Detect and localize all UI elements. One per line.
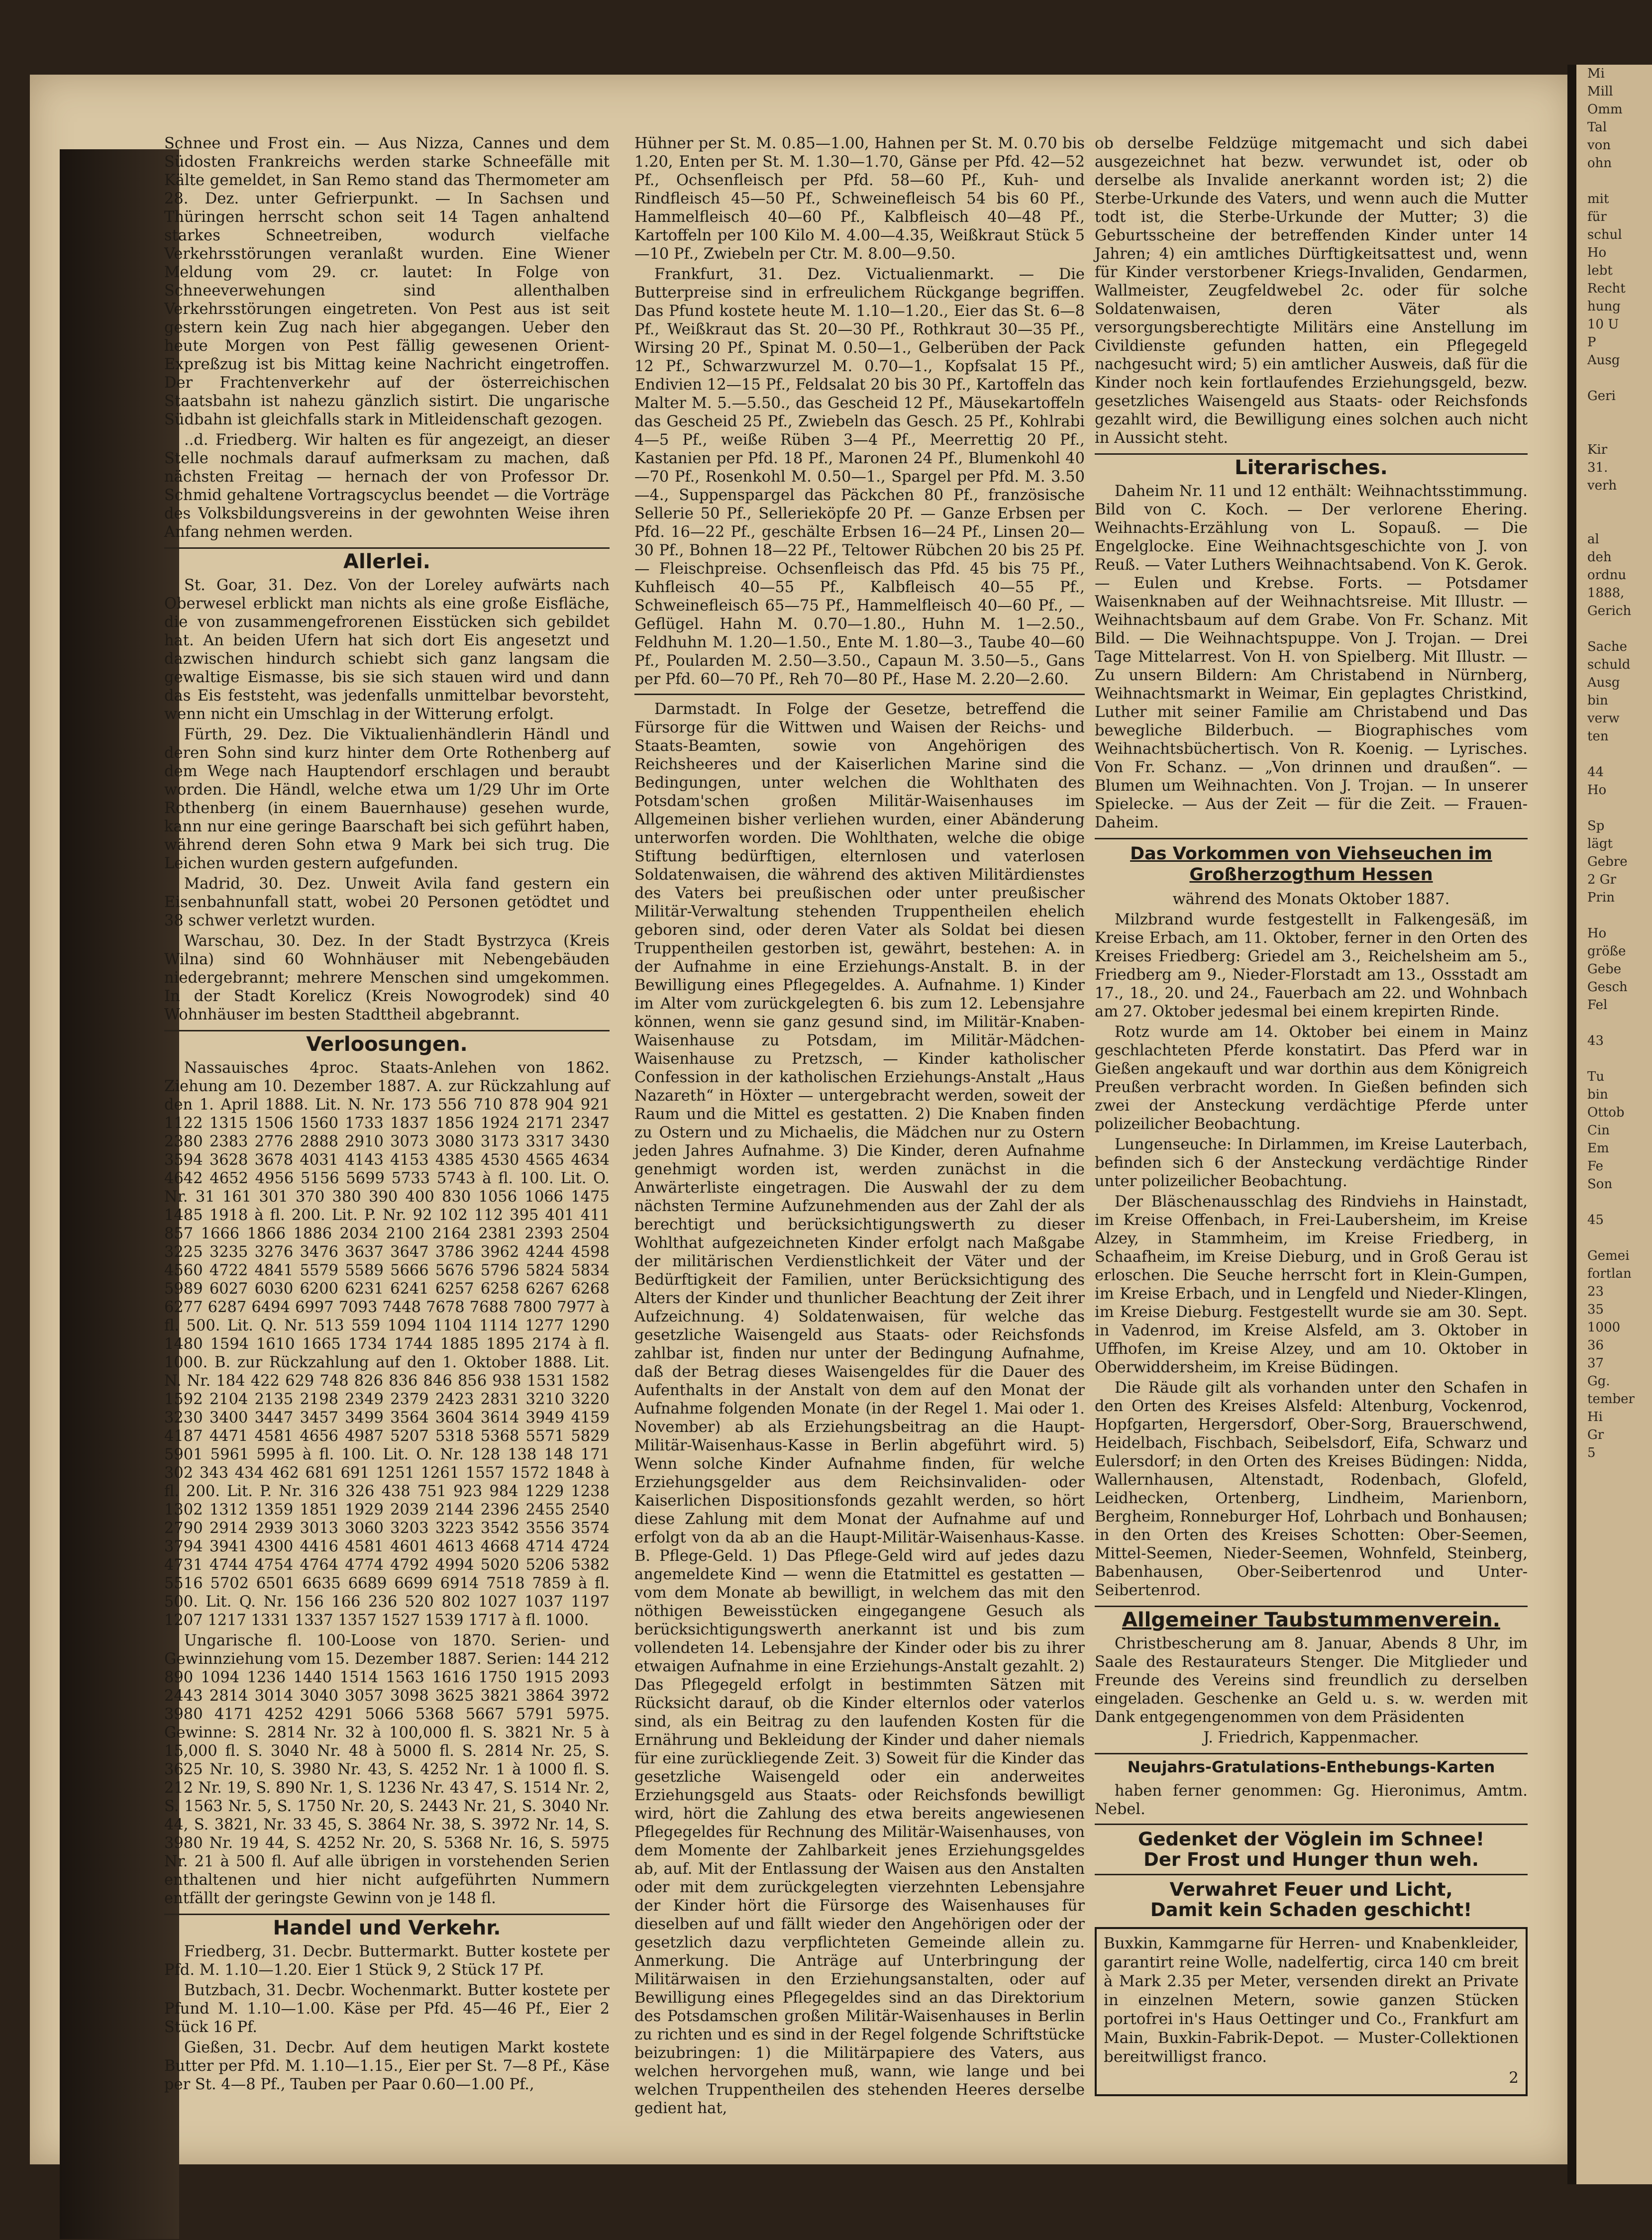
strip-fragment: Tu bbox=[1587, 1069, 1605, 1084]
strip-fragment: Sp bbox=[1587, 818, 1605, 833]
paragraph: ..d. Friedberg. Wir halten es für angezeigt, an dieser Stelle nochmals darauf aufmerksam zu machen, daß nächsten Freitag — hernach der von Professor Dr. Schmid gehaltene Vortragscyclus beendet — die Vorträge des Volksbildungsvereins in der gewohnten Weise ihren Anfang nehmen werden. bbox=[164, 431, 610, 541]
section-heading: Das Vorkommen von Viehseuchen im Großherzogthum Hessen bbox=[1095, 838, 1528, 885]
strip-fragment: 23 bbox=[1587, 1284, 1604, 1299]
paragraph: Schnee und Frost ein. — Aus Nizza, Cannes und dem Südosten Frankreichs werden starke Schneefälle mit Kälte gemeldet, in San Remo stand das Thermometer am 28. Dez. unter Gefrierpunkt. — In Sachsen und Thüringen herrscht schon seit 14 Tagen anhaltend starkes Schneetreiben, wodurch vielfache Verkehrsstörungen veranlaßt wurden. Eine Wiener Meldung vom 29. cr. lautet: In Folge von Schneeverwehungen sind allenthalben Verkehrsstörungen eingetreten. Von Pest aus ist seit gestern kein Zug nach hier abgegangen. Ueber den heute Morgen von Pest fällig gewesenen Orient-Expreßzug ist bis Mittag keine Nachricht eingetroffen. Der Frachtenverkehr auf der österreichischen Staatsbahn ist nahezu gänzlich sistirt. Die ungarische Südbahn ist gleichfalls stark in Mitleidenschaft gezogen. bbox=[164, 135, 610, 428]
strip-fragment: bin bbox=[1587, 693, 1608, 708]
binding-edge bbox=[60, 149, 179, 2239]
strip-fragment bbox=[1576, 799, 1652, 817]
strip-fragment: Gebre bbox=[1587, 854, 1628, 869]
subheading: während des Monats Oktober 1887. bbox=[1172, 891, 1450, 908]
paragraph: Milzbrand wurde festgestellt in Falkengesäß, im Kreise Erbach, am 11. Oktober, ferner in den Orten des Kreises Friedberg: Griedel am 3., Reichelsheim am 5., Friedberg am 9., Nieder-Florstadt am 13., Ossstadt am 17., 18., 20. und 24., Fauerbach am 22. und Wohnbach am 27. Oktober jedesmal bei einem krepirten Rinde. bbox=[1095, 911, 1528, 1020]
divider bbox=[634, 694, 1085, 695]
paragraph: Fürth, 29. Dez. Die Viktualienhändlerin Händl und deren Sohn sind kurz hinter dem Orte Rothenberg auf dem Wege nach Hauptendorf erschlagen und beraubt worden. Die Händl, welche etwa um 1/29 Uhr im Orte Rothenberg (in einem Bauernhause) gesehen wurde, kann nur eine geringe Baarschaft bei sich geführt haben, während deren Sohn etwa 9 Mark bei sich trug. Die Leichen wurden gestern aufgefunden. bbox=[164, 726, 610, 872]
notice-line: Verwahret Feuer und Licht, bbox=[1169, 1879, 1453, 1900]
strip-fragment: Ausg bbox=[1587, 353, 1620, 368]
strip-fragment bbox=[1576, 1014, 1652, 1032]
advertisement-text: Buxkin, Kammgarne für Herren- und Knabenkleider, garantirt reine Wolle, nadelfertig, circa 140 cm breit à Mark 2.35 per Meter, versenden direkt an Private in einzelnen Metern, sowie ganzen Stücken portofrei in's Haus Oettinger und Co., Frankfurt am Main, Buxkin-Fabrik-Depot. — Muster-Collektionen bereitwilligst franco. bbox=[1104, 1935, 1519, 2066]
paragraph: Lungenseuche: In Dirlammen, im Kreise Lauterbach, befinden sich 6 der Ansteckung verdächtige Rinder unter polizeilicher Beobachtung. bbox=[1095, 1136, 1528, 1190]
strip-fragment: Omm bbox=[1587, 102, 1623, 117]
strip-fragment: 37 bbox=[1587, 1356, 1604, 1371]
notice-line: Der Frost und Hunger thun weh. bbox=[1143, 1849, 1479, 1870]
strip-fragment: Mill bbox=[1587, 84, 1613, 99]
paragraph: Christbescherung am 8. Januar, Abends 8 Uhr, im Saale des Restaurateurs Stenger. Die Mitglieder und Freunde des Vereins sind freundlich zu derselben eingeladen. Geschenke an Geld u. s. w. werden mit Dank entgegengenommen von dem Präsidenten bbox=[1095, 1635, 1528, 1726]
strip-fragment: tember bbox=[1587, 1392, 1635, 1407]
strip-fragment: Ausg bbox=[1587, 675, 1620, 690]
strip-fragment bbox=[1576, 1050, 1652, 1068]
section-heading: Allgemeiner Taubstummenverein. bbox=[1095, 1606, 1528, 1629]
strip-fragment: ten bbox=[1587, 729, 1609, 744]
section-heading: Literarisches. bbox=[1095, 453, 1528, 477]
strip-fragment: al bbox=[1587, 532, 1599, 547]
strip-fragment bbox=[1576, 495, 1652, 512]
strip-fragment bbox=[1576, 907, 1652, 924]
strip-fragment: von bbox=[1587, 138, 1611, 153]
strip-fragment: Tal bbox=[1587, 120, 1607, 135]
paragraph: Darmstadt. In Folge der Gesetze, betreffend die Fürsorge für die Wittwen und Waisen der Reichs- und Staats-Beamten, sowie von Angehörigen des Reichsheeres und der Kaiserlichen Marine sind die Bedingungen, unter welchen die Wohlthaten des Potsdam'schen großen Militär-Waisenhauses im Allgemeinen bisher verliehen wurden, einer Abänderung unterworfen worden. Die Wohlthaten, welche die obige Stiftung bedürftigen, elternlosen und vaterlosen Soldatenwaisen, die während des aktiven Militärdienstes des Vaters bei preußischen oder unter preußischer Militär-Verwaltung stehenden Truppentheilen ehelich geboren sind, oder deren Vater als Soldat bei diesen Truppentheilen gestorben ist, gewährt, bestehen: A. in der Aufnahme in eine Erziehungs-Anstalt. B. in der Bewilligung eines Pflegegeldes. A. Aufnahme. 1) Kinder im Alter vom zurückgelegten 6. bis zum 12. Lebensjahre können, wenn sie ganz gesund sind, im Militär-Knaben-Waisenhause zu Potsdam, im Militär-Mädchen-Waisenhause zu Pretzsch, — Kinder katholischer Confession in der katholischen Erziehungs-Anstalt „Haus Nazareth“ in Höxter — untergebracht werden, soweit der Raum und die Mittel es gestatten. 2) Die Knaben finden zu Ostern und zu Michaelis, die Mädchen nur zu Ostern jeden Jahres Aufnahme. 3) Die Kinder, deren Aufnahme genehmigt worden ist, werden zunächst in die Anwärterliste eingetragen. Die Auswahl der zu dem nächsten Termine Aufzunehmenden aus der Zahl der als berechtigt und berücksichtigungswerth zu dieser Wohlthat aufgezeichneten Kinder erfolgt nach Maßgabe der militärischen Verdienstlichkeit der Väter und der Bedürftigkeit der Familien, unter Berücksichtigung des Alters der Kinder und thunlicher Beachtung der Zeit ihrer Aufzeichnung. 4) Soldatenwaisen, für welche das gesetzliche Waisengeld aus Staats- oder Reichsfonds zahlbar ist, finden nur unter der Bedingung Aufnahme, daß der Betrag dieses Waisengeldes für die Dauer des Aufenthalts in der Anstalt von dem auf den Monat der Aufnahme folgenden Monate (in der Regel 1. Mai oder 1. November) ab als Erziehungsbeitrag an die Haupt-Militär-Waisenhaus-Kasse in Berlin abgeführt wird. 5) Wenn solche Kinder Aufnahme finden, für welche Erziehungsgelder aus dem Reichsinvaliden- oder Kaiserlichen Dispositionsfonds gezahlt werden, so hört diese Zahlung mit dem Monat der Aufnahme auf und erfolgt von da ab an die Haupt-Militär-Waisenhaus-Kasse. B. Pflege-Geld. 1) Das Pflege-Geld wird auf jedes dazu angemeldete Kind — wenn die Etatmittel es gestatten — vom dem Monate ab bewilligt, in welchem das mit den nöthigen Beweisstücken eingegangene Gesuch als berücksichtigungswerth anerkannt ist und bis zum vollendeten 14. Lebensjahre der Kinder oder bis zu ihrer etwaigen Aufnahme in eine Erziehungs-Anstalt gezahlt. 2) Das Pflegegeld erfolgt in bestimmten Sätzen mit Rücksicht darauf, ob die Kinder elternlos oder vaterlos sind, als ein Beitrag zu den laufenden Kosten für die Ernährung und Bekleidung der Kinder und daher niemals für eine zurückliegende Zeit. 3) Soweit für die Kinder das gesetzliche Waisengeld oder ein anderweites Erziehungsgeld aus Staats- oder Reichsfonds bewilligt wird, hört die Zahlung des etwa bereits angewiesenen Pflegegeldes für Rechnung des Militär-Waisenhauses, von dem Momente der Zahlbarkeit jenes Erziehungsgeldes ab, auf. Mit der Entlassung der Waisen aus den Anstalten oder mit dem zurückgelegten vierzehnten Lebensjahre der Kinder hört die Fürsorge des Waisenhauses für dieselben auf und fällt wieder den Angehörigen oder der gesetzlich dazu verpflichteten Gemeinde allein zu. Anmerkung. Die Anträge auf Unterbringung der Militärwaisen in den Erziehungsanstalten, oder auf Bewilligung eines Pflegegeldes sind an das Direktorium des Potsdamschen großen Militär-Waisenhauses in Berlin zu richten und es sind in der Regel folgende Schriftstücke beizubringen: 1) die Militärpapiere des Vaters, aus welchen hervorgehen muß, wann, wie lange und bei welchen Truppentheilen des stehenden Heeres derselbe gedient hat, bbox=[634, 701, 1085, 2117]
paragraph: Friedberg, 31. Decbr. Buttermarkt. Butter kostete per Pfd. M. 1.10—1.20. Eier 1 Stück 9, 2 Stück 17 Pf. bbox=[164, 1943, 610, 1979]
strip-fragment bbox=[1576, 745, 1652, 763]
notice-line: Gedenket der Vöglein im Schnee! bbox=[1137, 1829, 1484, 1850]
strip-fragment bbox=[1576, 423, 1652, 441]
strip-fragment: 45 bbox=[1587, 1213, 1604, 1227]
strip-fragment: Prin bbox=[1587, 890, 1615, 905]
divider bbox=[1095, 1874, 1528, 1875]
paragraph: ob derselbe Feldzüge mitgemacht und sich dabei ausgezeichnet hat bezw. verwundet ist, oder ob derselbe als Invalide anerkannt worden ist; 2) die Sterbe-Urkunde des Vaters, und wenn auch die Mutter todt ist, die Sterbe-Urkunde der Mutter; 3) die Geburtsscheine der betreffenden Kinder unter 14 Jahren; 4) ein amtliches Dürftigkeitsattest und, wenn für Kinder verstorbener Kriegs-Invaliden, Gendarmen, Wallmeister, Zeugfeldwebel 2c. oder für solche Soldatenwaisen, deren Väter als versorgungsberechtigte Militärs eine Anstellung im Civildienste gefunden hatten, ein Pflegegeld nachgesucht wird; 5) ein amtlicher Ausweis, daß für die Kinder noch kein fortlaufendes Erziehungsgeld, bezw. gesetzliches Waisengeld aus Staats- oder Reichsfonds gezahlt wird, die Bewilligung eines solchen auch nicht in Aussicht steht. bbox=[1095, 135, 1528, 447]
strip-fragment: 36 bbox=[1587, 1338, 1604, 1353]
paragraph: Rotz wurde am 14. Oktober bei einem in Mainz geschlachteten Pferde konstatirt. Das Pferd war in Gießen angekauft und war dorthin aus dem Königreich Preußen verbracht worden. In Gießen befinden sich zwei der Ansteckung verdächtige Pferde unter polizeilicher Beobachtung. bbox=[1095, 1023, 1528, 1133]
strip-fragment: 1000 bbox=[1587, 1320, 1621, 1335]
strip-fragment: Ho bbox=[1587, 926, 1607, 941]
strip-fragment: Gebe bbox=[1587, 962, 1622, 977]
strip-fragment: 5 bbox=[1587, 1445, 1596, 1460]
strip-fragment: 2 Gr bbox=[1587, 872, 1617, 887]
strip-fragment: Son bbox=[1587, 1177, 1613, 1192]
paragraph: Gießen, 31. Decbr. Auf dem heutigen Markt kostete Butter per Pfd. M. 1.10—1.15., Eier per St. 7—8 Pf., Käse per St. 4—8 Pf., Tauben per Paar 0.60—1.00 Pf., bbox=[164, 2039, 610, 2093]
strip-fragment: Geri bbox=[1587, 389, 1616, 404]
strip-fragment: P bbox=[1587, 335, 1596, 350]
section-heading: Allerlei. bbox=[164, 547, 610, 571]
paragraph: haben ferner genommen: Gg. Hieronimus, Amtm. Nebel. bbox=[1095, 1782, 1528, 1818]
strip-fragment: Hi bbox=[1587, 1410, 1603, 1425]
notice-line: Damit kein Schaden geschicht! bbox=[1150, 1899, 1472, 1921]
strip-fragment: ohn bbox=[1587, 156, 1612, 171]
strip-fragment: fortlan bbox=[1587, 1266, 1632, 1281]
section-heading: Neujahrs-Gratulations-Enthebungs-Karten bbox=[1095, 1753, 1528, 1777]
strip-fragment: Kir bbox=[1587, 442, 1608, 457]
section-heading: Verloosungen. bbox=[164, 1030, 610, 1054]
strip-fragment: Em bbox=[1587, 1141, 1609, 1156]
paragraph: Hühner per St. M. 0.85—1.00, Hahnen per St. M. 0.70 bis 1.20, Enten per St. M. 1.30—1.70, Gänse per Pfd. 42—52 Pf., Ochsenfleisch per Pfd. 58—60 Pf., Kuh- und Rindfleisch 45—50 Pf., Schweinefleisch 54 bis 60 Pf., Hammelfleisch 40—60 Pf., Kalbfleisch 40—48 Pf., Kartoffeln per 100 Kilo M. 4.00—4.35, Weißkraut Stück 5—10 Pf., Zwiebeln per Ctr. M. 8.00—9.50. bbox=[634, 135, 1085, 263]
paragraph: Madrid, 30. Dez. Unweit Avila fand gestern ein Eisenbahnunfall statt, wobei 20 Personen getödtet und 38 schwer verletzt wurden. bbox=[164, 875, 610, 929]
strip-fragment: 44 bbox=[1587, 765, 1604, 780]
strip-fragment: Gr bbox=[1587, 1427, 1604, 1442]
strip-fragment: lägt bbox=[1587, 836, 1613, 851]
strip-fragment: Gemei bbox=[1587, 1248, 1630, 1263]
strip-fragment: 35 bbox=[1587, 1302, 1604, 1317]
strip-fragment bbox=[1576, 512, 1652, 530]
strip-fragment: Ho bbox=[1587, 245, 1607, 260]
strip-fragment: verh bbox=[1587, 478, 1617, 493]
strip-fragment: Fel bbox=[1587, 998, 1608, 1013]
strip-fragment: ordnu bbox=[1587, 568, 1627, 583]
strip-fragment: schuld bbox=[1587, 657, 1631, 672]
strip-fragment: hung bbox=[1587, 299, 1621, 314]
strip-fragment: Ottob bbox=[1587, 1105, 1625, 1120]
strip-fragment: Ho bbox=[1587, 783, 1607, 798]
section-heading: Handel und Verkehr. bbox=[164, 1914, 610, 1937]
paragraph: Die Räude gilt als vorhanden unter den Schafen in den Orten des Kreises Alsfeld: Altenburg, Vockenrod, Hopfgarten, Hergersdorf, Ober-Sorg, Brauerschwend, Heidelbach, Fischbach, Seibelsdorf, Eifa, Schwarz und Eulersdorf; in den Orten des Kreises Büdingen: Nidda, Wallernhausen, Altenstadt, Rodenbach, Glofeld, Leidhecken, Ortenberg, Lindheim, Marienborn, Bergheim, Ronneburger Hof, Lohrbach und Bonhausen; in den Orten des Kreises Schotten: Ober-Seemen, Mittel-Seemen, Nieder-Seemen, Wohnfeld, Steinberg, Babenhausen, Ober-Seibertenrod und Unter-Seibertenrod. bbox=[1095, 1379, 1528, 1599]
strip-fragment: Recht bbox=[1587, 281, 1626, 296]
paragraph: Butzbach, 31. Decbr. Wochenmarkt. Butter kostete per Pfund M. 1.10—1.00. Käse per Pfd. 45—46 Pf., Eier 2 Stück 16 Pf. bbox=[164, 1982, 610, 2036]
strip-fragment bbox=[1576, 405, 1652, 423]
strip-fragment: mit bbox=[1587, 192, 1609, 206]
advertisement-box bbox=[1095, 1927, 1528, 2096]
strip-fragment bbox=[1576, 620, 1652, 638]
paragraph: Daheim Nr. 11 und 12 enthält: Weihnachtsstimmung. Bild von C. Koch. — Der verlorene Ehering. Weihnachts-Erzählung von L. Sopauß. — Die Engelglocke. Eine Weihnachtsgeschichte von J. von Reuß. — Vater Luthers Weihnachtsabend. Von K. Gerok. — Eulen und Krebse. Forts. — Potsdamer Waisenknaben auf der Weihnachtsreise. Mit Illustr. — Weihnachtsbaum auf dem Grabe. Von Fr. Schanz. Mit Bild. — Die Weihnachtspuppe. Von J. Trojan. — Drei Tage Mittelarrest. Von H. von Spielberg. Mit Illustr. — Zu unsern Bildern: Am Christabend in Nürnberg, Weihnachtsmarkt in Weimar, Ein geplagtes Christkind, Luther mit seiner Familie am Christabend und Das bewegliche Bilderbuch. — Biographisches vom Weihnachtsbüchertisch. Von R. Koenig. — Lyrisches. Von Fr. Schanz. — „Von drinnen und draußen“. — Blumen um Weihnachten. Von J. Trojan. — In unserer Spielecke. — Aus der Zeit — für die Zeit. — Frauen-Daheim. bbox=[1095, 483, 1528, 831]
strip-fragment: Fe bbox=[1587, 1159, 1604, 1174]
strip-fragment: 1888, bbox=[1587, 586, 1625, 601]
signature: J. Friedrich, Kappenmacher. bbox=[1203, 1729, 1419, 1746]
strip-fragment bbox=[1576, 369, 1652, 387]
strip-fragment: deh bbox=[1587, 550, 1612, 565]
paragraph: Nassauisches 4proc. Staats-Anlehen von 1862. Ziehung am 10. Dezember 1887. A. zur Rückzahlung auf den 1. April 1888. Lit. N. Nr. 173 556 710 878 904 921 1122 1315 1506 1560 1733 1837 1856 1924 2171 2347 2380 2383 2776 2888 2910 3073 3080 3173 3317 3430 3594 3628 3678 4031 4143 4153 4385 4530 4565 4634 4642 4652 4956 5156 5699 5733 5743 à fl. 100. Lit. O. Nr. 31 161 301 370 380 390 400 830 1056 1066 1475 1485 1918 à fl. 200. Lit. P. Nr. 92 102 112 395 401 411 857 1666 1866 1886 2034 2100 2164 2381 2393 2504 3225 3235 3276 3476 3637 3647 3786 3962 4244 4598 4560 4722 4841 5579 5589 5666 5676 5796 5824 5834 5989 6027 6030 6200 6231 6241 6257 6258 6267 6268 6277 6287 6494 6997 7093 7448 7678 7688 7800 7977 à fl. 500. Lit. Q. Nr. 513 559 1094 1104 1114 1277 1290 1480 1594 1610 1665 1734 1744 1885 1895 2174 à fl. 1000. B. zur Rückzahlung auf den 1. Oktober 1888. Lit. N. Nr. 184 422 629 748 826 836 846 856 938 1531 1582 1592 2104 2135 2198 2349 2379 2423 2831 3210 3220 3230 3400 3447 3457 3499 3564 3604 3614 3949 4159 4187 4471 4581 4656 4987 5207 5318 5368 5571 5829 5901 5961 5995 à fl. 100. Lit. O. Nr. 128 138 148 171 302 343 434 462 681 691 1251 1261 1557 1572 1848 à fl. 200. Lit. P. Nr. 316 326 438 751 923 984 1229 1238 1302 1312 1359 1851 1929 2039 2144 2396 2455 2540 2790 2914 2939 3013 3060 3203 3223 3542 3556 3574 3794 3941 4300 4416 4581 4601 4613 4668 4714 4724 4731 4744 4754 4764 4774 4792 4994 5020 5206 5382 5516 5702 6501 6635 6689 6699 6914 7518 7859 à fl. 500. Lit. Q. Nr. 156 166 236 520 802 1027 1037 1197 1207 1217 1331 1337 1357 1527 1539 1717 à fl. 1000. bbox=[164, 1059, 610, 1629]
strip-fragment: größe bbox=[1587, 944, 1626, 959]
strip-fragment: für bbox=[1587, 209, 1607, 224]
strip-fragment: verw bbox=[1587, 711, 1620, 726]
paragraph: Der Bläschenausschlag des Rindviehs in Hainstadt, im Kreise Offenbach, in Frei-Laubersheim, im Kreise Alzey, in Stammheim, im Kreise Friedberg, in Schaafheim, im Kreise Dieburg, und in Groß Gerau ist erloschen. Die Seuche herrscht fort in Klein-Gumpen, im Kreise Erbach, und in Lengfeld und Nieder-Klingen, im Kreise Dieburg. Festgestellt wurde sie am 30. Sept. in Vadenrod, im Kreise Alsfeld, am 3. Oktober in Uffhofen, im Kreise Alzey, und am 10. Oktober in Oberwiddersheim, im Kreise Büdingen. bbox=[1095, 1193, 1528, 1376]
strip-fragment: 10 U bbox=[1587, 317, 1619, 332]
strip-fragment bbox=[1576, 172, 1652, 190]
paragraph: Frankfurt, 31. Dez. Victualienmarkt. — Die Butterpreise sind in erfreulichem Rückgange begriffen. Das Pfund kostete heute M. 1.10—1.20., Eier das St. 6—8 Pf., Weißkraut das St. 20—30 Pf., Rothkraut 30—35 Pf., Wirsing 20 Pf., Spinat M. 0.50—1., Gelberüben der Pack 12 Pf., Schwarzwurzel M. 0.70—1., Kopfsalat 15 Pf., Endivien 12—15 Pf., Feldsalat 20 bis 30 Pf., Kartoffeln das Malter M. 5.—5.50., das Gescheid 12 Pf., Mäusekartoffeln das Gescheid 25 Pf., Zwiebeln das Gesch. 25 Pf., Kohlrabi 4—5 Pf., weiße Rüben 3—4 Pf., Meerrettig 20 Pf., Kastanien per Pfd. 18 Pf., Maronen 24 Pf., Blumenkohl 40—70 Pf., Rosenkohl M. 0.50—1., Spargel per Pfd. M. 3.50—4., Suppenspargel das Päckchen 80 Pf., französische Sellerie 50 Pf., Sellerieköpfe 20 Pf. — Ganze Erbsen per Pfd. 16—22 Pf., geschälte Erbsen 16—24 Pf., Linsen 20—30 Pf., Bohnen 18—22 Pf., Teltower Rübchen 20 bis 25 Pf. — Fleischpreise. Ochsenfleisch das Pfd. 45 bis 75 Pf., Kuhfleisch 40—55 Pf., Kalbfleisch 40—55 Pf., Schweinefleisch 65—75 Pf., Hammelfleisch 40—60 Pf., — Geflügel. Hahn M. 0.70—1.80., Huhn M. 1—2.50., Feldhuhn M. 1.20—1.50., Ente M. 1.80—3., Taube 40—60 Pf., Poularden M. 2.50—3.50., Capaun M. 3.50—5., Gans per Pfd. 60—70 Pf., Reh 70—80 Pf., Hase M. 2.20—2.60. bbox=[634, 266, 1085, 688]
adjacent-page-strip bbox=[1567, 65, 1652, 2184]
strip-fragment: lebt bbox=[1587, 263, 1613, 278]
paragraph: St. Goar, 31. Dez. Von der Loreley aufwärts nach Oberwesel erblickt man nichts als eine große Eisfläche, die von zusammengefrorenen Eisstücken sich gebildet hat. An beiden Ufern hat sich dort Eis angesetzt und dazwischen hindurch schiebt sich ganz langsam die gewaltige Eismasse, bis sie sich stauen wird und dann das Eis feststeht, was jedenfalls unmittelbar bevorsteht, wenn nicht ein Umschlag in der Witterung erfolgt. bbox=[164, 577, 610, 723]
strip-fragment bbox=[1576, 1193, 1652, 1211]
column-1 bbox=[164, 134, 610, 2096]
strip-fragment: Gg. bbox=[1587, 1374, 1610, 1389]
advertisement-number: 2 bbox=[1509, 2069, 1519, 2087]
strip-fragment bbox=[1576, 1229, 1652, 1247]
strip-fragment: 43 bbox=[1587, 1033, 1604, 1048]
paragraph: Warschau, 30. Dez. In der Stadt Bystrzyca (Kreis Wilna) sind 60 Wohnhäuser mit Nebengebäuden niedergebrannt; mehrere Menschen sind umgekommen. In der Stadt Korelicz (Kreis Nowogrodek) sind 40 Wohnhäuser im besten Stadttheil abgebrannt. bbox=[164, 932, 610, 1023]
strip-fragment: Sache bbox=[1587, 639, 1628, 654]
strip-fragment: schul bbox=[1587, 227, 1622, 242]
strip-fragment: Gesch bbox=[1587, 980, 1628, 995]
strip-fragment: Cin bbox=[1587, 1123, 1610, 1138]
divider bbox=[1095, 1824, 1528, 1825]
newspaper-page bbox=[30, 75, 1572, 2164]
strip-fragment: Mi bbox=[1587, 66, 1605, 81]
strip-fragment: bin bbox=[1587, 1087, 1608, 1102]
paragraph: Ungarische fl. 100-Loose von 1870. Serien- und Gewinnziehung vom 15. Dezember 1887. Serien: 144 212 890 1094 1236 1440 1514 1563 1616 1750 1915 2093 2443 2814 3014 3040 3057 3098 3625 3821 3864 3972 3980 4171 4252 4291 5066 5368 5667 5791 5975. Gewinne: S. 2814 Nr. 32 à 100,000 fl. S. 3821 Nr. 5 à 15,000 fl. S. 3040 Nr. 48 à 5000 fl. S. 2814 Nr. 25, S. 3625 Nr. 10, S. 3980 Nr. 43, S. 4252 Nr. 1 à 1000 fl. S. 212 Nr. 19, S. 890 Nr. 1, S. 1236 Nr. 43 47, S. 1514 Nr. 2, S. 1563 Nr. 5, S. 1750 Nr. 20, S. 2443 Nr. 21, S. 3040 Nr. 44, S. 3821, Nr. 33 45, S. 3864 Nr. 38, S. 3972 Nr. 14, S. 3980 Nr. 19 44, S. 4252 Nr. 20, S. 5368 Nr. 16, S. 5975 Nr. 21 à 500 fl. Auf alle übrigen in vorstehenden Serien enthaltenen und hier nicht aufgeführten Nummern entfällt der geringste Gewinn von je 148 fl. bbox=[164, 1632, 610, 1907]
column-3 bbox=[1095, 134, 1528, 2096]
column-2 bbox=[634, 134, 1085, 2120]
strip-fragment: 31. bbox=[1587, 460, 1608, 475]
strip-fragment: Gerich bbox=[1587, 604, 1632, 618]
